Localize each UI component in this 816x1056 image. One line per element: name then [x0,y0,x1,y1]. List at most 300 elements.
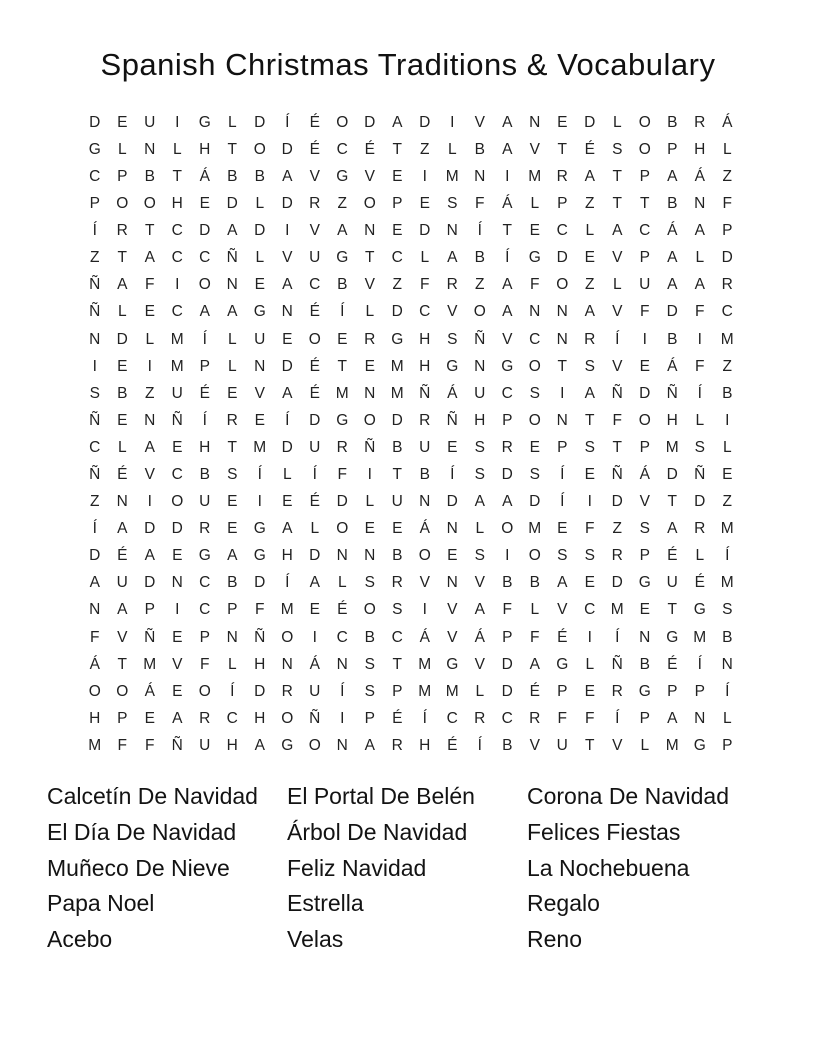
grid-letter: R [584,330,596,348]
grid-letter: Í [340,303,345,321]
grid-letter: D [501,655,513,673]
grid-letter: Z [90,249,100,267]
grid-letter: E [282,493,293,511]
grid-letter: B [227,574,238,592]
grid-letter: B [474,249,485,267]
grid-letter: E [447,438,458,456]
grid-letter: I [147,493,152,511]
grid-letter: M [720,520,734,538]
grid-letter: F [255,601,265,619]
grid-letter: Í [697,384,702,402]
grid-letter: D [419,222,431,240]
grid-letter: Á [419,520,430,538]
grid-letter: L [612,113,622,131]
grid-letter: L [117,303,127,321]
grid-letter: D [364,113,376,131]
grid-letter: L [640,736,650,754]
grid-letter: Í [312,466,317,484]
grid-letter: L [695,249,705,267]
grid-letter: Z [337,195,347,213]
grid-letter: T [117,655,127,673]
grid-letter: A [502,276,513,294]
grid-letter: E [364,520,375,538]
grid-letter: O [308,330,321,348]
grid-letter: F [420,276,430,294]
word-list-item: Regalo [527,890,600,917]
grid-letter: L [447,140,457,158]
grid-letter: S [529,384,540,402]
grid-letter: M [170,357,184,375]
grid-letter: A [474,601,485,619]
grid-letter: E [419,195,430,213]
grid-letter: Í [257,466,262,484]
grid-letter: A [694,276,705,294]
grid-letter: F [722,195,732,213]
grid-letter: G [336,411,349,429]
grid-letter: A [282,276,293,294]
grid-letter: B [254,167,265,185]
grid-letter: Í [560,493,565,511]
grid-letter: R [611,547,623,565]
grid-letter: Ñ [694,466,706,484]
grid-letter: C [639,222,651,240]
grid-letter: N [639,628,651,646]
grid-letter: Ñ [611,384,623,402]
grid-letter: H [171,195,183,213]
grid-letter: T [502,222,512,240]
grid-letter: N [364,384,376,402]
grid-letter: U [474,384,486,402]
grid-letter: C [501,384,513,402]
grid-letter: N [336,547,348,565]
grid-letter: E [117,113,128,131]
grid-letter: T [585,411,595,429]
grid-letter: O [336,113,349,131]
grid-letter: Ñ [446,411,458,429]
grid-letter: É [364,140,375,158]
grid-letter: F [502,601,512,619]
grid-letter: T [145,222,155,240]
grid-letter: I [450,113,455,131]
grid-letter: Ñ [611,466,623,484]
grid-letter: E [557,520,568,538]
grid-letter: S [89,384,100,402]
grid-letter: T [392,466,402,484]
grid-letter: L [612,276,622,294]
grid-letter: I [587,493,592,511]
grid-letter: Á [144,682,155,700]
word-list-item: Reno [527,926,582,953]
grid-letter: R [364,330,376,348]
grid-letter: A [474,493,485,511]
grid-letter: Z [722,357,732,375]
grid-letter: N [364,547,376,565]
grid-letter: É [309,303,320,321]
grid-letter: E [227,493,238,511]
grid-letter: V [612,736,623,754]
grid-letter: Í [92,222,97,240]
grid-letter: S [722,601,733,619]
grid-letter: Á [639,466,650,484]
grid-letter: R [611,682,623,700]
grid-letter: V [612,357,623,375]
grid-letter: H [254,655,266,673]
grid-letter: É [392,709,403,727]
word-list-item: Estrella [287,890,364,917]
grid-letter: E [722,466,733,484]
grid-letter: M [143,655,157,673]
grid-letter: E [172,682,183,700]
grid-letter: I [285,222,290,240]
grid-letter: N [89,601,101,619]
grid-letter: G [198,113,211,131]
grid-letter: V [309,167,320,185]
grid-letter: É [667,655,678,673]
grid-letter: B [474,140,485,158]
grid-letter: V [364,167,375,185]
grid-letter: O [336,520,349,538]
grid-letter: A [117,276,128,294]
grid-letter: N [336,736,348,754]
grid-letter: Ñ [89,303,101,321]
grid-letter: D [611,574,623,592]
grid-letter: G [693,736,706,754]
grid-letter: C [199,249,211,267]
grid-letter: A [227,222,238,240]
grid-letter: E [144,303,155,321]
grid-letter: Í [285,411,290,429]
grid-letter: C [171,303,183,321]
grid-letter: S [447,330,458,348]
grid-letter: O [638,113,651,131]
grid-letter: A [502,493,513,511]
grid-letter: L [227,655,237,673]
grid-letter: L [530,601,540,619]
grid-letter: Z [722,167,732,185]
grid-letter: O [418,547,431,565]
grid-letter: É [309,140,320,158]
grid-letter: D [226,195,238,213]
grid-letter: C [89,438,101,456]
grid-letter: O [198,276,211,294]
grid-letter: A [144,249,155,267]
grid-letter: B [227,167,238,185]
grid-letter: E [309,601,320,619]
grid-letter: L [475,520,485,538]
grid-letter: L [310,520,320,538]
grid-letter: P [364,709,375,727]
grid-letter: G [253,547,266,565]
grid-letter: É [667,547,678,565]
grid-letter: M [720,330,734,348]
grid-letter: Á [694,167,705,185]
grid-letter: A [89,574,100,592]
word-list-column [287,779,527,958]
grid-letter: A [309,574,320,592]
grid-letter: R [556,167,568,185]
grid-letter: F [90,628,100,646]
grid-letter: P [557,438,568,456]
grid-letter: U [666,574,678,592]
grid-letter: P [227,601,238,619]
grid-letter: R [116,222,128,240]
word-list-item: Calcetín De Navidad [47,783,258,809]
grid-letter: E [172,628,183,646]
grid-letter: A [502,303,513,321]
grid-letter: N [721,655,733,673]
grid-letter: Í [615,709,620,727]
grid-letter: É [584,140,595,158]
grid-letter: R [474,709,486,727]
grid-letter: A [694,222,705,240]
grid-letter: O [556,276,569,294]
grid-letter: B [419,466,430,484]
grid-letter: E [144,709,155,727]
grid-letter: V [364,276,375,294]
grid-letter: N [336,655,348,673]
grid-letter: Ñ [254,628,266,646]
grid-letter: D [336,493,348,511]
grid-letter: G [528,249,541,267]
grid-letter: U [309,682,321,700]
grid-letter: O [363,601,376,619]
grid-letter: M [335,384,349,402]
grid-letter: B [337,276,348,294]
grid-letter: É [309,113,320,131]
grid-letter: É [309,493,320,511]
grid-letter: Ñ [611,655,623,673]
grid-letter: L [337,574,347,592]
grid-letter: G [391,330,404,348]
grid-letter: C [391,628,403,646]
grid-letter: R [501,438,513,456]
grid-letter: Á [419,628,430,646]
grid-letter: F [695,303,705,321]
grid-letter: D [391,411,403,429]
grid-letter: B [364,628,375,646]
grid-letter: C [556,222,568,240]
word-list-column [47,779,287,958]
grid-letter: Í [450,466,455,484]
grid-letter: O [281,628,294,646]
grid-letter: A [337,222,348,240]
grid-letter: D [446,493,458,511]
grid-letter: A [392,113,403,131]
grid-letter: O [528,547,541,565]
grid-letter: O [473,303,486,321]
grid-letter: D [281,195,293,213]
grid-letter: Í [725,547,730,565]
grid-letter: F [475,195,485,213]
grid-letter: N [419,493,431,511]
grid-letter: F [337,466,347,484]
grid-letter: Ñ [89,276,101,294]
grid-letter: Ñ [144,628,156,646]
grid-letter: A [529,655,540,673]
grid-letter: A [502,113,513,131]
grid-letter: B [639,655,650,673]
grid-letter: R [721,276,733,294]
word-list-item: Velas [287,926,344,953]
grid-letter: S [474,547,485,565]
grid-letter: M [445,682,459,700]
grid-letter: H [419,330,431,348]
grid-letter: V [144,466,155,484]
grid-letter: A [117,520,128,538]
grid-letter: E [172,547,183,565]
grid-letter: P [722,222,733,240]
grid-letter: É [529,682,540,700]
grid-letter: I [312,628,317,646]
grid-letter: G [253,303,266,321]
grid-letter: Ñ [89,411,101,429]
grid-letter: Í [230,682,235,700]
grid-letter: Z [585,195,595,213]
grid-letter: T [227,438,237,456]
grid-letter: É [694,574,705,592]
grid-letter: Á [667,357,678,375]
grid-letter: M [445,167,459,185]
grid-letter: U [171,384,183,402]
grid-letter: D [666,466,678,484]
grid-letter: Á [89,655,100,673]
grid-letter: P [557,682,568,700]
grid-letter: V [282,249,293,267]
grid-letter: G [446,357,459,375]
grid-letter: H [226,736,238,754]
grid-letter: M [693,628,707,646]
grid-letter: E [392,520,403,538]
grid-letter: O [253,140,266,158]
grid-letter: Ñ [171,736,183,754]
grid-letter: A [144,547,155,565]
grid-letter: V [474,655,485,673]
grid-letter: F [530,276,540,294]
grid-letter: I [147,357,152,375]
grid-letter: T [227,140,237,158]
grid-letter: M [528,520,542,538]
grid-letter: U [309,438,321,456]
grid-letter: N [556,411,568,429]
grid-letter: Á [199,167,210,185]
word-list-item: Muñeco De Nieve [47,854,230,881]
grid-letter: S [474,438,485,456]
grid-letter: V [254,384,265,402]
grid-letter: L [722,140,732,158]
grid-letter: Í [725,682,730,700]
grid-letter: C [89,167,101,185]
grid-letter: D [281,357,293,375]
grid-letter: Í [202,411,207,429]
grid-letter: N [364,222,376,240]
grid-letter: F [145,736,155,754]
grid-letter: E [392,222,403,240]
word-list-item: Árbol De Navidad [287,818,468,845]
grid-letter: T [392,140,402,158]
grid-letter: D [254,113,266,131]
grid-letter: A [447,249,458,267]
grid-letter: S [474,466,485,484]
wordsearch-letter-grid [81,109,741,759]
grid-letter: É [117,466,128,484]
grid-letter: C [584,601,596,619]
grid-letter: R [281,682,293,700]
grid-letter: I [422,167,427,185]
word-list-item: Papa Noel [47,890,155,917]
grid-letter: Z [392,276,402,294]
grid-letter: G [638,682,651,700]
grid-letter: G [501,357,514,375]
grid-letter: L [117,140,127,158]
grid-letter: I [642,330,647,348]
grid-letter: T [172,167,182,185]
grid-letter: R [529,709,541,727]
grid-letter: E [584,574,595,592]
grid-letter: P [639,167,650,185]
grid-letter: F [117,736,127,754]
word-list-item: El Día De Navidad [47,818,237,845]
grid-letter: P [639,547,650,565]
grid-letter: M [418,655,432,673]
grid-letter: N [281,655,293,673]
grid-letter: O [171,493,184,511]
grid-letter: O [363,195,376,213]
grid-letter: Ñ [419,384,431,402]
grid-letter: E [254,276,265,294]
grid-letter: I [422,601,427,619]
grid-letter: M [610,601,624,619]
grid-letter: A [667,709,678,727]
grid-letter: N [556,303,568,321]
grid-letter: U [144,113,156,131]
grid-letter: G [446,655,459,673]
grid-letter: Z [475,276,485,294]
grid-letter: E [364,357,375,375]
grid-letter: B [392,547,403,565]
grid-letter: A [612,222,623,240]
grid-letter: G [336,249,349,267]
grid-letter: D [556,249,568,267]
grid-letter: Ñ [666,384,678,402]
grid-letter: Á [667,222,678,240]
grid-letter: S [584,357,595,375]
grid-letter: D [419,113,431,131]
grid-letter: G [666,628,679,646]
grid-letter: V [529,736,540,754]
grid-letter: C [171,466,183,484]
grid-letter: I [725,411,730,429]
grid-letter: S [694,438,705,456]
grid-letter: D [529,493,541,511]
grid-letter: T [365,249,375,267]
grid-letter: Ñ [364,438,376,456]
grid-letter: U [116,574,128,592]
grid-letter: P [199,357,210,375]
grid-letter: I [505,167,510,185]
grid-letter: N [226,276,238,294]
grid-letter: E [639,357,650,375]
grid-letter: O [116,195,129,213]
grid-letter: Í [477,222,482,240]
grid-letter: C [529,330,541,348]
grid-letter: L [227,113,237,131]
grid-letter: Á [309,655,320,673]
grid-letter: E [117,357,128,375]
grid-letter: É [447,736,458,754]
grid-letter: B [144,167,155,185]
grid-letter: P [199,628,210,646]
grid-letter: R [694,520,706,538]
